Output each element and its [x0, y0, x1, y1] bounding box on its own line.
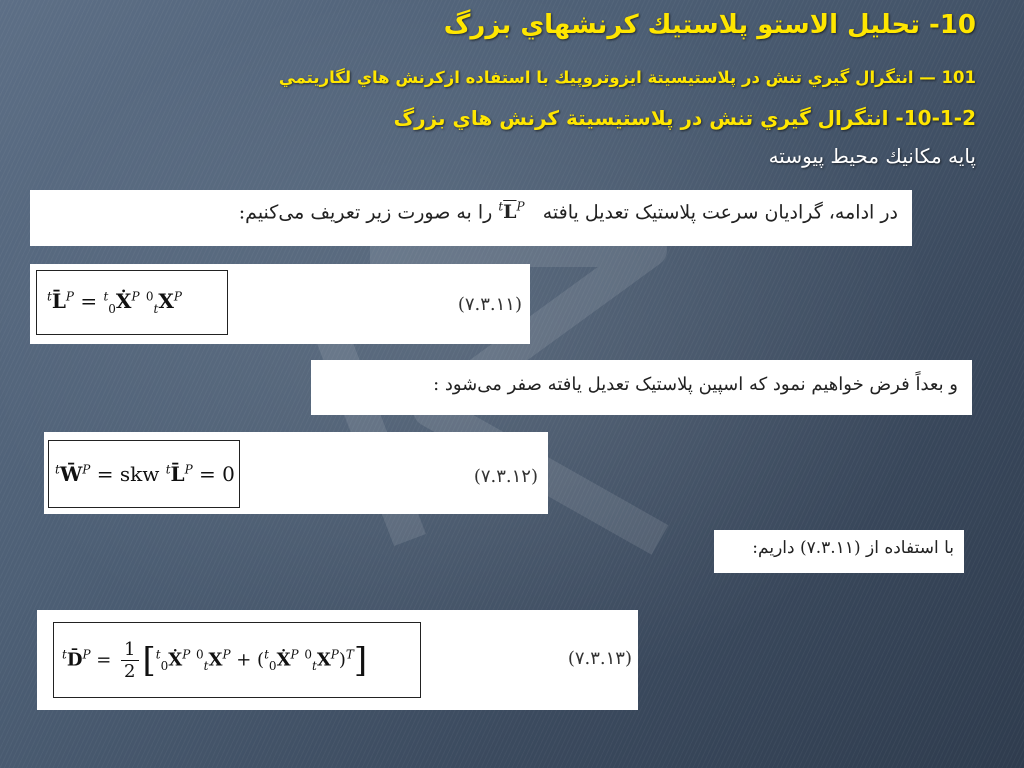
equation-number-7-3-12: (۷.۳.۱۲) — [473, 466, 538, 487]
equation-box-7-3-11 — [30, 264, 530, 344]
equation-7-3-11: $^t$L̄$^P$ = $^t_0$Ẋ$^P$ $^0_tX^P$ — [47, 289, 182, 316]
equation-box-7-3-13 — [37, 610, 638, 710]
equation-7-3-13-frame — [53, 622, 421, 698]
slide-title: 10- تحليل الاستو پلاستيك كرنشهاي بزرگ — [443, 10, 976, 40]
using-equation-text: با استفاده از (۷.۳.۱۱) داریم: — [752, 538, 954, 558]
definition-text-before: در ادامه، گرادیان سرعت پلاستیک تعدیل یافته — [542, 201, 898, 224]
equation-7-3-11-frame — [36, 270, 228, 335]
subtitle-section-10-1-2: 10-1-2- انتگرال گيري تنش در پلاستيسيتة كرنش هاي بزرگ — [393, 106, 976, 130]
spin-assumption-text: و بعداً فرض خواهیم نمود که اسپین پلاستیک تعدیل یافته صفر می‌شود : — [433, 374, 958, 395]
equation-number-7-3-13: (۷.۳.۱۳) — [567, 648, 632, 669]
equation-number-7-3-11: (۷.۳.۱۱) — [457, 294, 522, 315]
spin-assumption-text-box — [311, 360, 972, 415]
continuum-mechanics-note: پايه مكانيك محيط پيوسته — [768, 144, 976, 168]
equation-7-3-13: $^t$D̄$^P$ = $\frac{1}{2}$ [$^t_0$Ẋ$^P$ $^0_tX^P$ + ($^t_0$Ẋ$^P$ $^0_tX^P)^T$] — [62, 638, 368, 682]
subtitle-section-101: 101 — انتگرال گيري تنش در پلاستيسيتة ايزوتروپيك با استفاده ازكرنش هاي لگاريتمي — [278, 68, 976, 87]
equation-7-3-12-frame — [48, 440, 240, 508]
plastic-velocity-gradient-symbol: $^t\overline{L}^P$ — [498, 200, 525, 224]
definition-text-after: را به صورت زیر تعریف می‌کنیم: — [238, 201, 493, 224]
equation-box-7-3-12 — [44, 432, 548, 514]
equation-7-3-12: $^t$W̄$^P$ = skw $^t$L̄$^P$ = 0 — [55, 462, 235, 486]
definition-text-box — [30, 190, 912, 246]
using-equation-text-box — [714, 530, 964, 573]
